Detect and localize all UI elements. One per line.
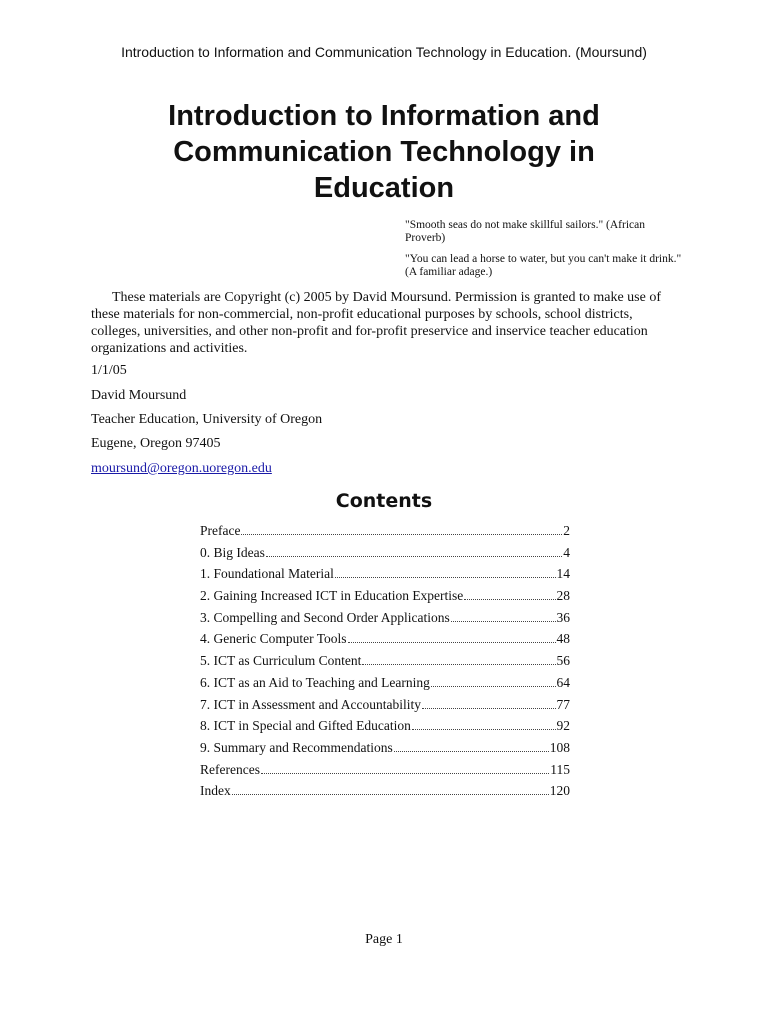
toc-dot-leader	[362, 653, 555, 665]
page-number: Page 1	[365, 932, 403, 947]
toc-entry-page: 56	[556, 653, 570, 669]
toc-entry-page: 14	[556, 566, 570, 582]
toc-dot-leader	[464, 588, 555, 600]
toc-entry-title: 0. Big Ideas	[200, 544, 265, 560]
toc-entry[interactable]	[200, 762, 570, 784]
toc-dot-leader	[451, 610, 556, 622]
toc-entry-page: 92	[556, 718, 570, 734]
document-title: Introduction to Information and Communication Technology in Education	[168, 100, 600, 204]
toc-entry[interactable]	[200, 610, 570, 632]
toc-entry-title: References	[200, 761, 260, 777]
toc-dot-leader	[241, 523, 562, 535]
toc-entry-page: 2	[563, 523, 570, 538]
epigraph-quote-1: "Smooth seas do not make skillful sailors." (African Proverb)	[405, 219, 645, 244]
toc-entry-title: 7. ICT in Assessment and Accountability	[200, 696, 421, 712]
toc-entry-page: 64	[556, 674, 570, 690]
toc-entry-page: 4	[563, 544, 570, 560]
toc-entry-title: 3. Compelling and Second Order Applications	[200, 609, 450, 625]
toc-dot-leader	[422, 697, 556, 709]
toc-entry-page: 120	[549, 783, 570, 799]
toc-entry[interactable]	[200, 588, 570, 610]
toc-entry-title: 2. Gaining Increased ICT in Education Expertise	[200, 588, 464, 604]
toc-entry-title: 1. Foundational Material	[200, 566, 334, 582]
toc-entry-page: 36	[556, 609, 570, 625]
toc-dot-leader	[232, 783, 549, 795]
toc-entry[interactable]	[200, 566, 570, 588]
toc-dot-leader	[261, 762, 549, 774]
email-link[interactable]: moursund@oregon.uoregon.edu	[91, 461, 272, 476]
toc-entry[interactable]	[200, 718, 570, 740]
toc-entry[interactable]	[200, 631, 570, 653]
toc-entry[interactable]	[200, 545, 570, 567]
toc-entry[interactable]	[200, 697, 570, 719]
copyright-paragraph: These materials are Copyright (c) 2005 by David Moursund. Permission is granted to make use of these materials for non-commercial, non-profit educational purposes by schools, school districts, colleges, universities, and other non-profit and for-profit preservice and inservice teacher education organizations and activities.	[91, 290, 661, 356]
epigraph-quote-2: "You can lead a horse to water, but you can't make it drink." (A familiar adage.)	[405, 253, 682, 278]
toc-entry-title: 4. Generic Computer Tools	[200, 631, 347, 647]
contents-heading: Contents	[335, 490, 433, 512]
toc-entry-title: 9. Summary and Recommendations	[200, 739, 393, 755]
toc-entry-page: 115	[550, 761, 570, 777]
toc-entry-page: 48	[556, 631, 570, 647]
toc-entry-title: 8. ICT in Special and Gifted Education	[200, 718, 411, 734]
toc-entry-title: 5. ICT as Curriculum Content	[200, 653, 362, 669]
toc-entry-title: 6. ICT as an Aid to Teaching and Learning	[200, 674, 430, 690]
toc-entry-page: 77	[556, 696, 570, 712]
toc-entry-page: 28	[556, 588, 570, 604]
author-line: David Moursund	[91, 388, 187, 403]
address-line: Eugene, Oregon 97405	[91, 436, 221, 451]
date-line: 1/1/05	[91, 363, 127, 378]
email-line	[91, 460, 272, 477]
toc-entry[interactable]	[200, 653, 570, 675]
running-header: Introduction to Information and Communication Technology in Education. (Moursund)	[121, 44, 647, 60]
toc-entry-title: Index	[200, 783, 231, 799]
table-of-contents	[200, 523, 570, 805]
toc-entry[interactable]	[200, 740, 570, 762]
toc-entry-page: 108	[549, 739, 570, 755]
toc-entry-title: Preface	[200, 523, 241, 538]
toc-dot-leader	[266, 545, 562, 557]
toc-entry[interactable]	[200, 523, 570, 545]
toc-dot-leader	[431, 675, 556, 687]
toc-entry[interactable]	[200, 675, 570, 697]
affiliation-line: Teacher Education, University of Oregon	[91, 412, 323, 427]
toc-dot-leader	[412, 718, 556, 730]
toc-dot-leader	[335, 566, 556, 578]
toc-dot-leader	[394, 740, 549, 752]
toc-entry[interactable]	[200, 783, 570, 805]
toc-dot-leader	[348, 631, 556, 643]
